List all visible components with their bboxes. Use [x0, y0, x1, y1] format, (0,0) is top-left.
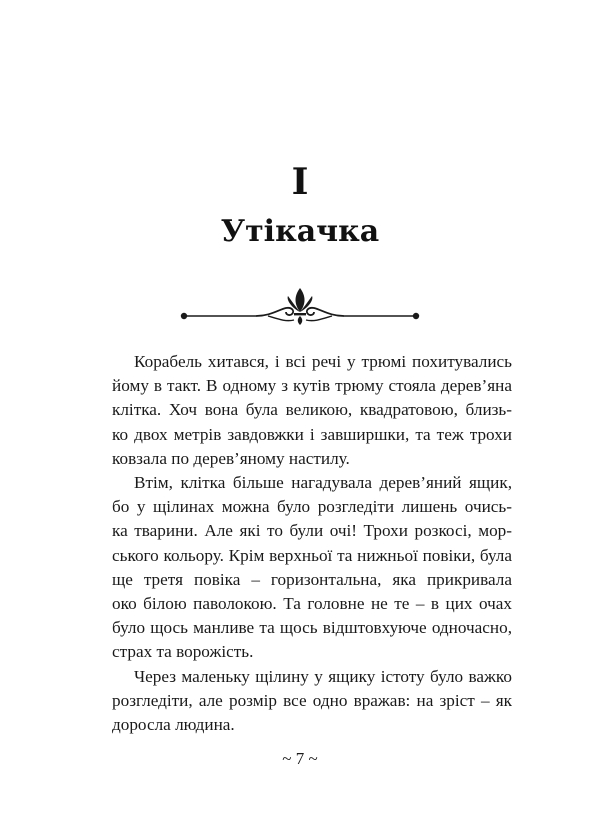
text-line: доросла людина.: [112, 715, 235, 735]
chapter-body: [88, 350, 512, 737]
fleur-de-lis-divider-icon: [178, 286, 422, 326]
text-line: страх та ворожість.: [112, 642, 254, 662]
text-line: ковзала по дерев’яному настилу.: [112, 448, 350, 468]
text-line: ко двох метрів завдовжки і завширшки, та теж трохи: [112, 424, 512, 444]
text-line: Втім, клітка більше нагадувала дерев’яний ящик,: [134, 473, 512, 493]
text-line: бо у щілинах можна було розгледіти лишень очись-: [112, 497, 512, 517]
chapter-number: I: [291, 161, 309, 203]
paragraph-2: [88, 471, 512, 665]
paragraph-3: [88, 665, 512, 738]
text-line: Через маленьку щілину у ящику істоту було важко: [134, 666, 512, 686]
text-line: Корабель хитався, і всі речі у трюмі похитувались: [134, 352, 512, 371]
text-line: ського кольору. Крім верхньої та нижньої повіки, була: [112, 545, 512, 565]
text-line: розгледіти, але розмір все одно вражав: на зріст – як: [112, 690, 512, 710]
text-line: було щось манливе та щось відштовхуюче одночасно,: [112, 618, 512, 638]
text-line: ка тварини. Але які то були очі! Трохи розкосі, мор-: [112, 521, 512, 541]
chapter-title: Утікачка: [220, 214, 380, 249]
text-line: око білою паволокою. Та головне не те – в цих очах: [112, 594, 512, 614]
text-line: йому в такт. В одному з кутів трюму стояла дерев’яна: [112, 376, 512, 396]
paragraph-1: [88, 350, 512, 471]
page-number: ~ 7 ~: [282, 749, 318, 768]
text-line: ще третя повіка – горизонтальна, яка прикривала: [112, 569, 512, 589]
text-line: клітка. Хоч вона була великою, квадратовою, близь-: [112, 400, 512, 420]
